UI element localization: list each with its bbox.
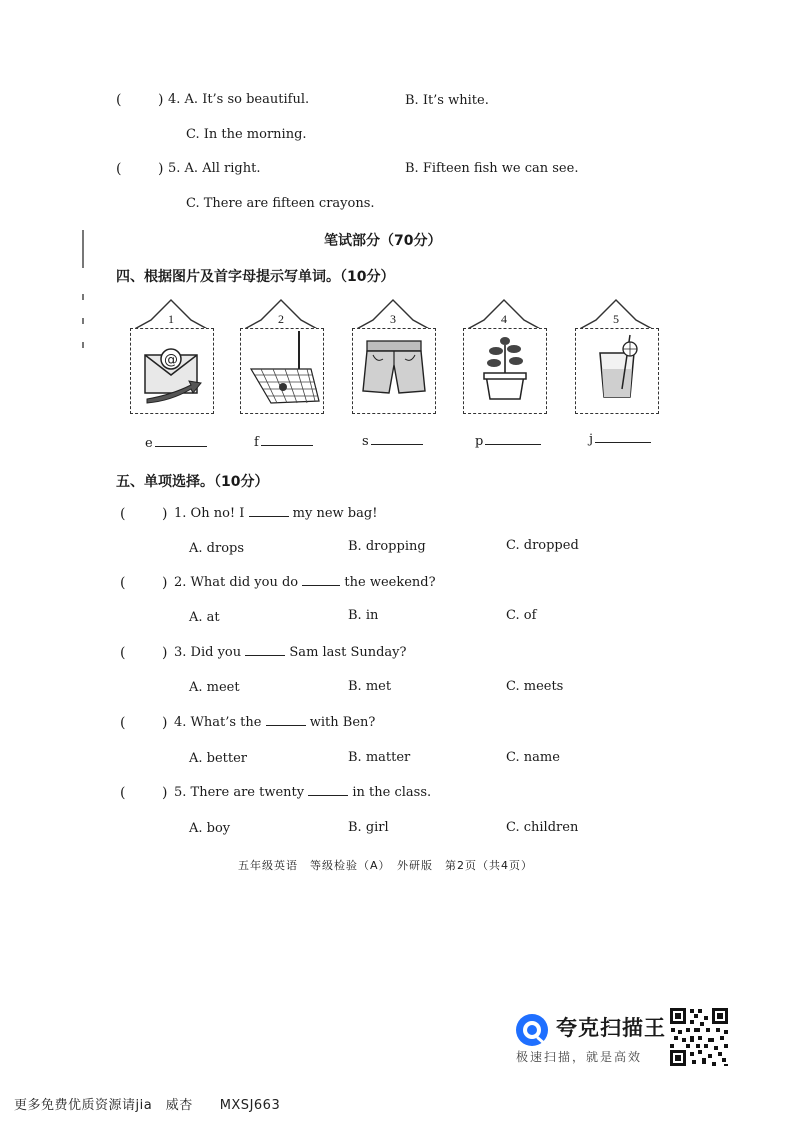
question-stem: 3. Did you Sam last Sunday? — [174, 645, 407, 660]
option-c: C. dropped — [506, 538, 579, 553]
answer-paren-close: ) — [162, 575, 168, 591]
first-letter: j — [589, 432, 594, 447]
option-c: C. There are fifteen crayons. — [186, 196, 375, 211]
card-number: 1 — [168, 312, 174, 326]
answer-paren-open: ( — [120, 645, 126, 661]
option-b: B. It’s white. — [405, 93, 489, 108]
section-5-title: 五、单项选择。（10分） — [116, 474, 269, 490]
bottom-note: 更多免费优质资源请jia 威杏 MXSJ663 — [14, 1098, 281, 1113]
answer-paren-close: ) — [162, 645, 168, 661]
first-letter: p — [475, 434, 484, 449]
margin-mark — [82, 342, 84, 348]
answer-paren-close: ) — [162, 715, 168, 731]
first-letter: s — [362, 434, 369, 449]
answer-paren-open: ( — [120, 506, 126, 522]
qr-code-icon — [668, 1006, 730, 1068]
answer-paren-open: ( — [116, 161, 122, 177]
shorts-icon — [353, 329, 435, 413]
answer-paren-close: ) — [162, 506, 168, 522]
question-stem: 2. What did you do the weekend? — [174, 575, 436, 590]
answer-line-5[interactable] — [589, 432, 651, 447]
card-number: 5 — [613, 312, 619, 326]
answer-paren-close: ) — [158, 161, 164, 177]
option-b: B. met — [348, 679, 392, 694]
scanner-logo-icon — [514, 1012, 550, 1048]
option-c: C. of — [506, 608, 537, 623]
answer-paren-open: ( — [120, 575, 126, 591]
option-a: A. boy — [189, 821, 231, 836]
question-stem: 1. Oh no! I my new bag! — [174, 506, 378, 521]
card-frame — [352, 328, 436, 414]
first-letter: f — [254, 435, 259, 450]
option-c: C. children — [506, 820, 579, 835]
section-4-title: 四、根据图片及首字母提示写单词。（10分） — [116, 269, 395, 285]
card-frame — [463, 328, 547, 414]
question-stem: 5. There are twenty in the class. — [174, 785, 432, 800]
potted-plant-icon — [464, 329, 546, 413]
answer-paren-open: ( — [120, 715, 126, 731]
option-a: A. better — [189, 751, 248, 766]
juice-glass-icon — [576, 329, 658, 413]
card-number: 4 — [501, 312, 507, 326]
margin-mark — [82, 294, 84, 300]
margin-mark — [82, 230, 84, 268]
option-a: A. drops — [189, 541, 245, 556]
spider-web-icon — [241, 329, 323, 413]
answer-paren-open: ( — [116, 92, 122, 108]
option-b: B. Fifteen fish we can see. — [405, 161, 579, 176]
answer-line-3[interactable] — [362, 434, 423, 449]
option-c: C. meets — [506, 679, 564, 694]
answer-line-2[interactable] — [254, 435, 313, 450]
card-frame — [575, 328, 659, 414]
written-section-header: 笔试部分（70分） — [324, 233, 442, 249]
answer-line-1[interactable] — [145, 436, 207, 451]
option-b: B. in — [348, 608, 379, 623]
answer-paren-close: ) — [158, 92, 164, 108]
page-footer: 五年级英语 等级检验（A） 外研版 第2页（共4页） — [238, 859, 534, 872]
first-letter: e — [145, 436, 153, 451]
option-a: A. meet — [189, 680, 240, 695]
card-number: 2 — [278, 312, 284, 326]
margin-mark — [82, 318, 84, 324]
question-stem: 4. A. It’s so beautiful. — [168, 92, 310, 107]
card-frame — [240, 328, 324, 414]
option-b: B. girl — [348, 820, 389, 835]
question-stem: 5. A. All right. — [168, 161, 261, 176]
answer-paren-open: ( — [120, 785, 126, 801]
answer-paren-close: ) — [162, 785, 168, 801]
option-c: C. In the morning. — [186, 127, 307, 142]
svg-text:@: @ — [164, 352, 178, 368]
card-frame — [130, 328, 214, 414]
brand-title: 夸克扫描王 — [556, 1016, 666, 1040]
email-envelope-icon — [131, 329, 213, 413]
option-a: A. at — [189, 610, 220, 625]
option-b: B. matter — [348, 750, 411, 765]
question-stem: 4. What’s the with Ben? — [174, 715, 376, 730]
answer-line-4[interactable] — [475, 434, 541, 449]
option-c: C. name — [506, 750, 560, 765]
brand-subtitle: 极速扫描，就是高效 — [516, 1050, 643, 1064]
card-number: 3 — [390, 312, 396, 326]
option-b: B. dropping — [348, 539, 426, 554]
